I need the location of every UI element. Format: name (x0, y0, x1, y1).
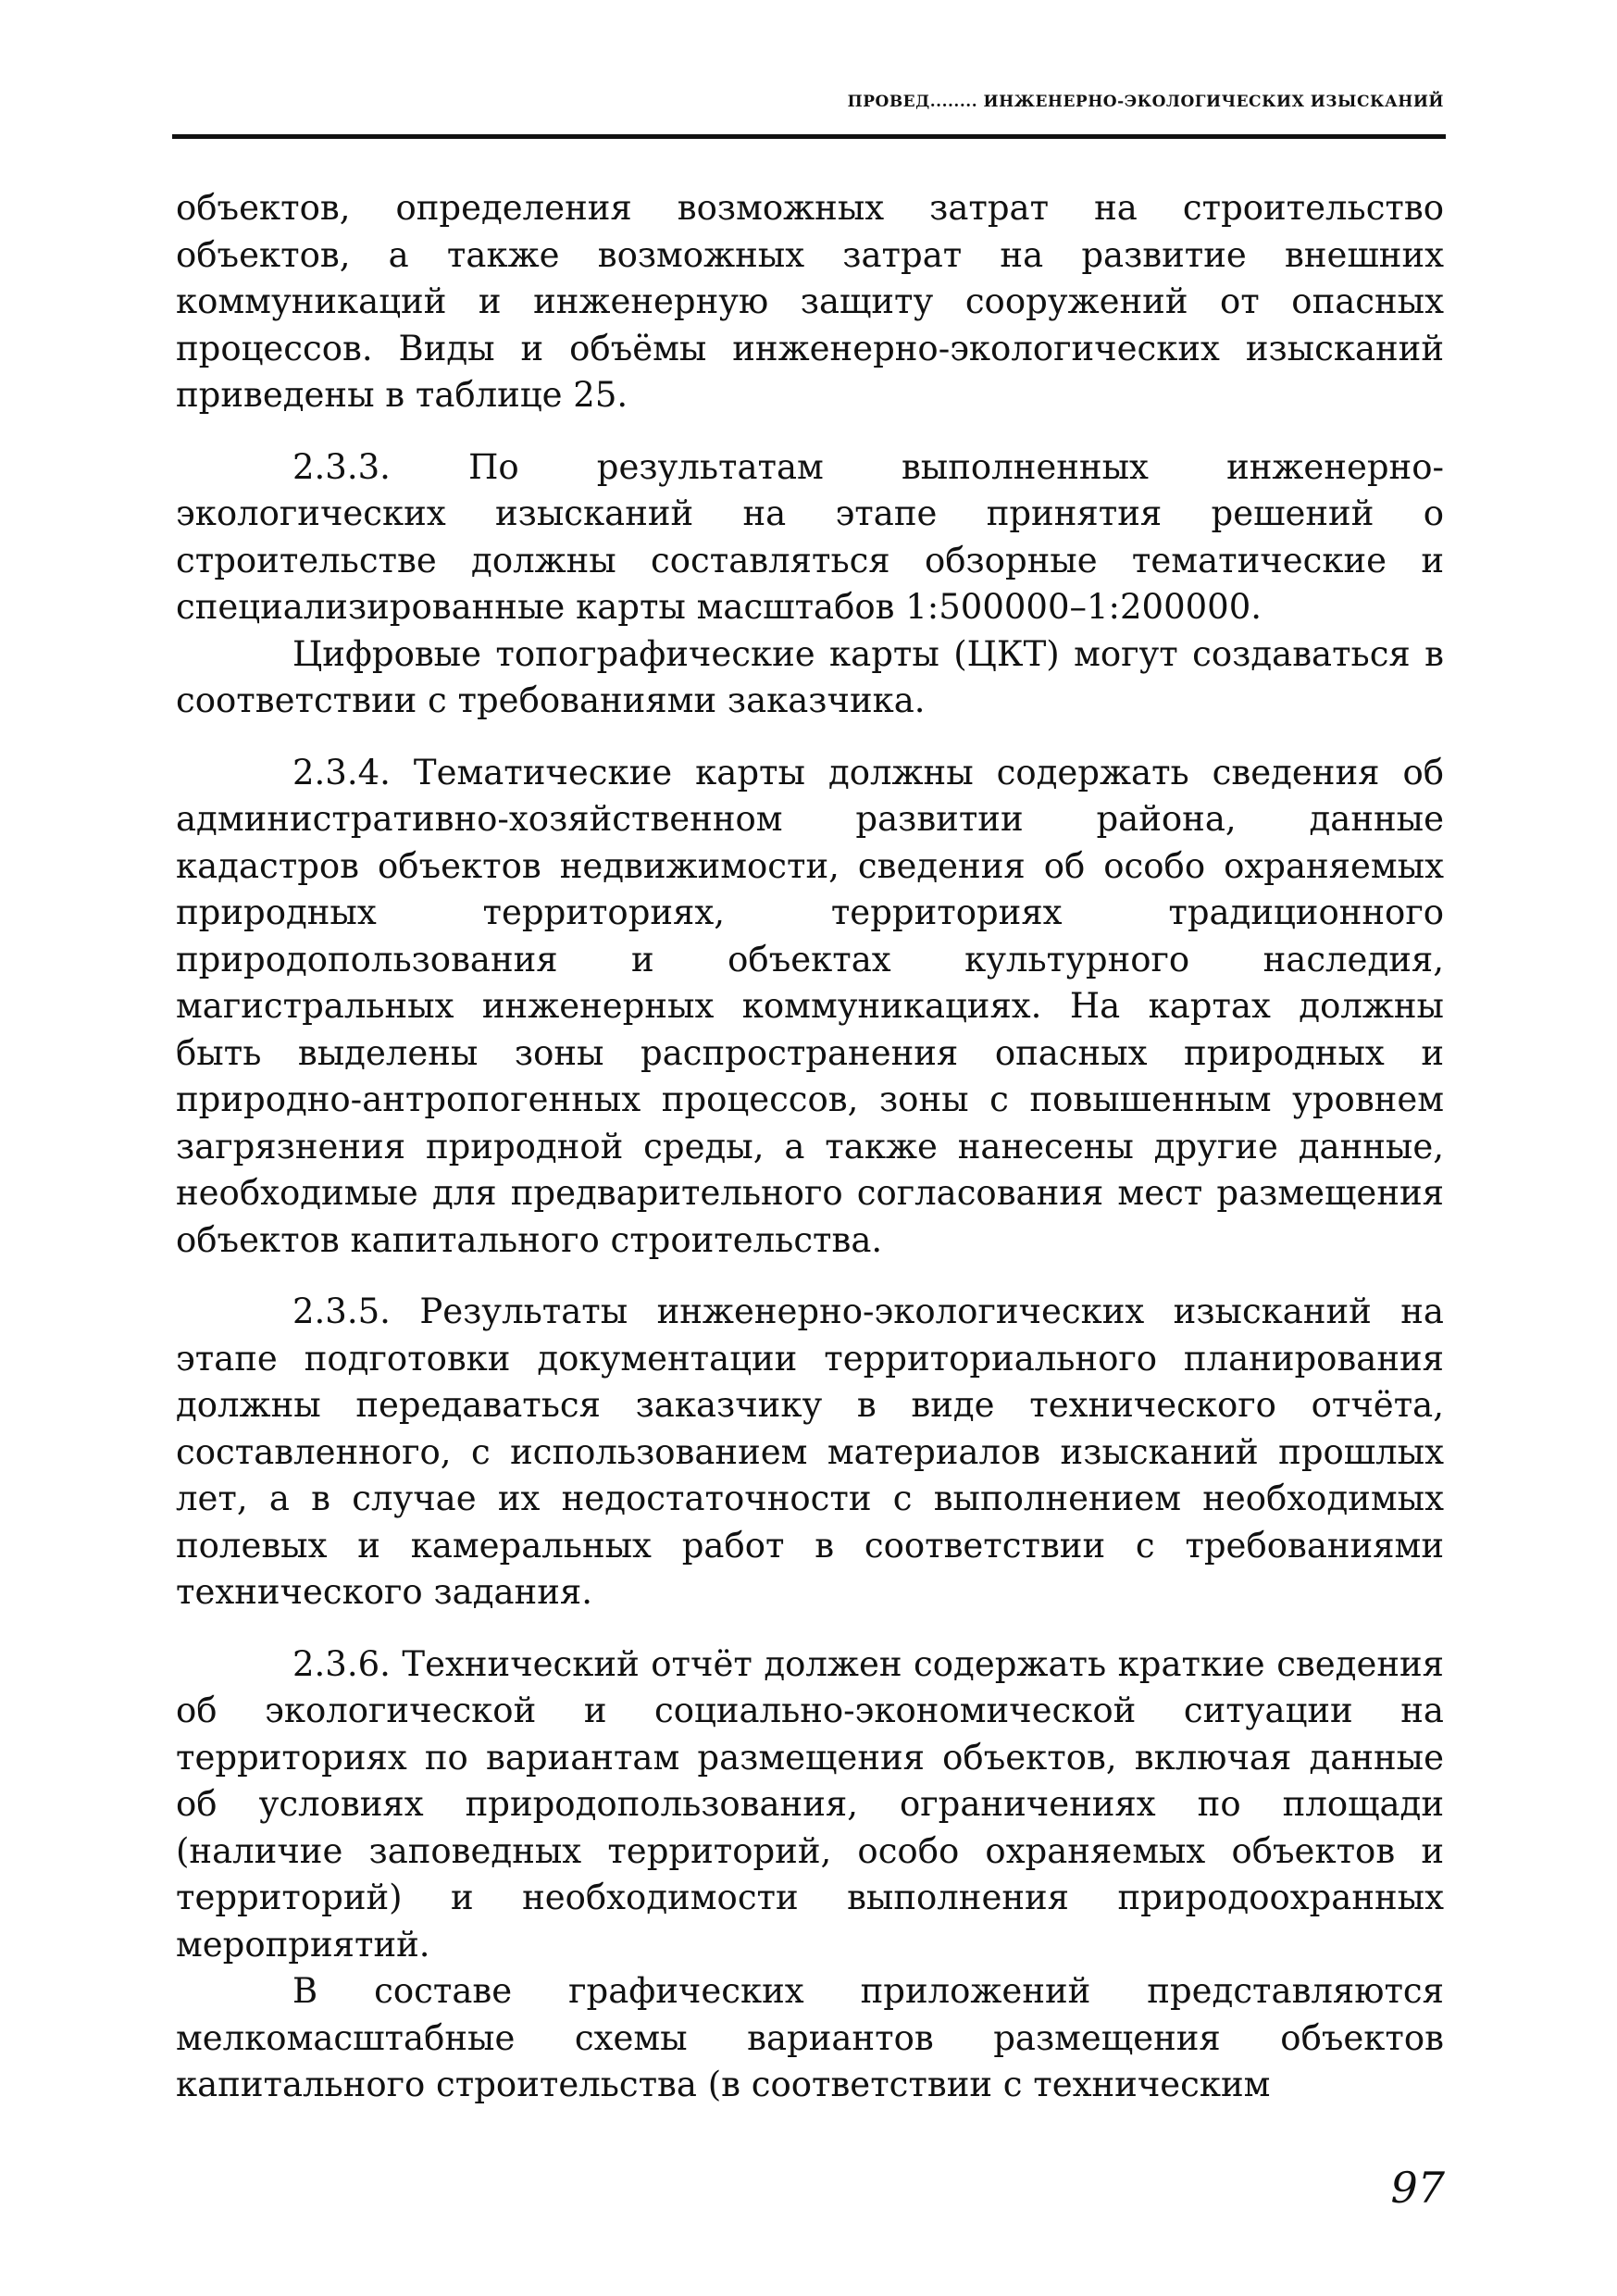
header-rule (172, 134, 1446, 139)
paragraph-digital-maps: Цифровые топографические карты (ЦКТ) могут создаваться в соответствии с требованиями заказчика. (176, 633, 1444, 720)
running-header: ПРОВЕД........ ИНЖЕНЕРНО-ЭКОЛОГИЧЕСКИХ ИЗЫСКАНИЙ (847, 93, 1444, 111)
page-body (176, 185, 1444, 2109)
paragraph-2-3-6: 2.3.6. Технический отчёт должен содержать краткие сведения об экологической и социально-экономической ситуации на территориях по вариантам размещения объектов, включая данные об условиях природопользования, ограничениях по площади (наличие заповедных территорий, особо охраняемых объектов и территорий) и необходимости выполнения природоохранных мероприятий. (176, 1643, 1444, 1965)
page-number: 97 (1390, 2163, 1445, 2213)
paragraph-2-3-5: 2.3.5. Результаты инженерно-экологических изысканий на этапе подготовки документации территориального планирования должны передаваться заказчику в виде технического отчёта, составленного, с использованием материалов изысканий прошлых лет, а в случае их недостаточности с выполнением необходимых полевых и камеральных работ в соответствии с требованиями технического задания. (176, 1292, 1444, 1612)
paragraph-2-3-4: 2.3.4. Тематические карты должны содержать сведения об административно-хозяйственном развитии района, данные кадастров объектов недвижимости, сведения об особо охраняемых природных территориях, территориях традиционного природопользования и объектах культурного наследия, магистральных инженерных коммуникациях. На картах должны быть выделены зоны распространения опасных природных и природно-антропогенных процессов, зоны с повышенным уровнем загрязнения природной среды, а также нанесены другие данные, необходимые для предварительного согласования мест размещения объектов капитального строительства. (176, 752, 1444, 1260)
paragraph-2-3-3: 2.3.3. По результатам выполненных инженерно-экологических изысканий на этапе принятия решений о строительстве должны составляться обзорные тематические и специализированные карты масштабов 1:500000–1:200000. (176, 446, 1444, 627)
paragraph-graphic-appendices: В составе графических приложений представляются мелкомасштабные схемы вариантов размещения объектов капитального строительства (в соответствии с техническим (176, 1971, 1444, 2104)
paragraph-continuation: объектов, определения возможных затрат на строительство объектов, а также возможных затрат на развитие внешних коммуникаций и инженерную защиту сооружений от опасных процессов. Виды и объёмы инженерно-экологических изысканий приведены в таблице 25. (176, 188, 1444, 415)
